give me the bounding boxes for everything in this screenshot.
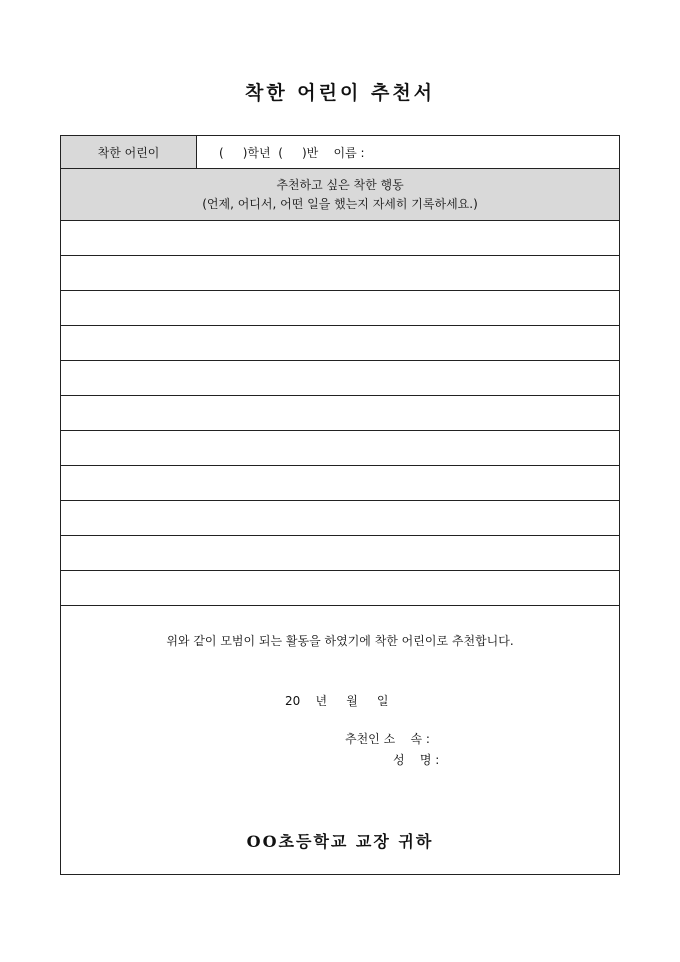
recommendation-form (60, 135, 620, 875)
student-label: 착한 어린이 (61, 136, 197, 168)
form-footer (61, 606, 619, 873)
writing-line[interactable] (61, 256, 619, 291)
writing-line[interactable] (61, 501, 619, 536)
writing-line[interactable] (61, 326, 619, 361)
writing-line[interactable] (61, 221, 619, 256)
writing-line[interactable] (61, 291, 619, 326)
writing-line[interactable] (61, 571, 619, 606)
student-info-field[interactable]: ( )학년 ( )반 이름 : (219, 145, 365, 160)
date-line[interactable]: 20 년 월 일 (285, 694, 389, 708)
document-title: 착한 어린이 추천서 (244, 82, 436, 104)
writing-line[interactable] (61, 536, 619, 571)
student-info-row (61, 136, 619, 169)
recommender-affiliation[interactable]: 추천인 소 속 : (345, 732, 430, 746)
behavior-header-instruction: (언제, 어디서, 어떤 일을 했는지 자세히 기록하세요.) (202, 196, 478, 211)
recommendation-statement: 위와 같이 모범이 되는 활동을 하였기에 착한 어린이로 추천합니다. (166, 634, 514, 648)
writing-lines (61, 221, 619, 606)
behavior-header-title: 추천하고 싶은 착한 행동 (276, 177, 404, 192)
writing-line[interactable] (61, 361, 619, 396)
closing-addressee: OO초등학교 교장 귀하 (246, 832, 434, 851)
writing-line[interactable] (61, 466, 619, 501)
recommender-name[interactable]: 성 명 : (393, 753, 440, 767)
writing-line[interactable] (61, 431, 619, 466)
writing-line[interactable] (61, 396, 619, 431)
behavior-header (61, 169, 619, 221)
